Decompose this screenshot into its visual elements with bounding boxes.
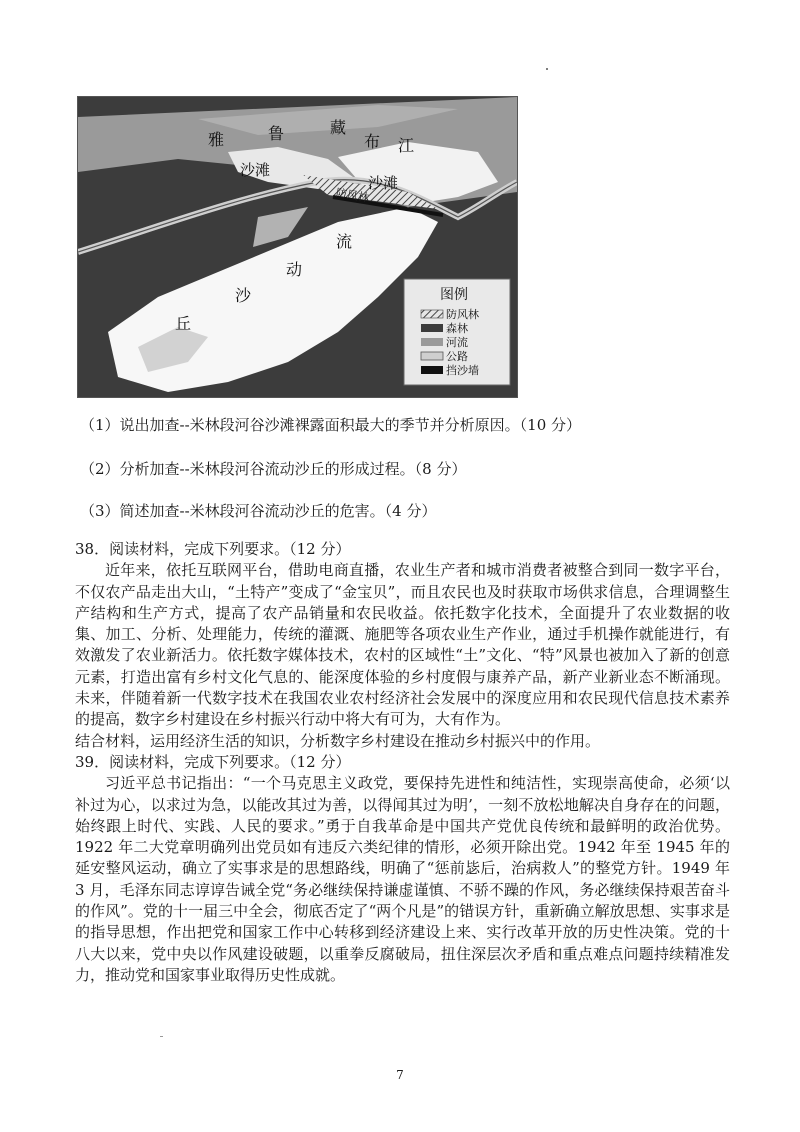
page-number: 7 [396,1068,404,1082]
dune-char-1: 流 [336,232,353,251]
dune-char-4: 丘 [175,314,192,333]
question-3: （3）简述加查--米林段河谷流动沙丘的危害。（4 分） [80,502,437,520]
legend-title: 图例 [440,287,468,303]
q39-heading: 39．阅读材料，完成下列要求。（12 分） [75,752,351,771]
river-char-2: 鲁 [268,124,285,143]
dune-char-2: 动 [286,260,303,279]
legend-item-river: 河流 [446,336,468,349]
question-1: （1）说出加查--米林段河谷沙滩裸露面积最大的季节并分析原因。（10 分） [80,416,582,434]
legend-item-wall: 挡沙墙 [446,364,479,377]
question-2: （2）分析加查--米林段河谷流动沙丘的形成过程。（8 分） [80,460,467,478]
page-speck [546,68,548,70]
main-text [75,539,730,986]
river-char-5: 江 [398,136,415,155]
windbreak-map-label: 防风林 [335,186,370,205]
legend-item-road: 公路 [446,350,468,363]
river-char-3: 藏 [330,118,347,137]
sandbar-left-label: 沙滩 [240,161,271,179]
river-char-1: 雅 [208,130,225,149]
dune-char-3: 沙 [235,286,252,305]
river-char-4: 布 [364,132,381,151]
q38-task: 结合材料，运用经济生活的知识，分析数字乡村建设在推动乡村振兴中的作用。 [75,731,601,750]
q39-paragraph: 习近平总书记指出：“一个马克思主义政党，要保持先进性和纯洁性，实现崇高使命，必须‘以补过为心，以求过为急，以能改其过为善，以得闻其过为明’，一刻不放松地解决自身存在的问题，始终跟上时代、实践、人民的要求。”勇于自我革命是中国共产党优良传统和最鲜明的政治优势。1922 年二大党章明确列出党员如有违反六类纪律的情形，必须开除出党。1942 年至 1945 年的延安整风运动，确立了实事求是的思想路线，明确了“惩前毖后，治病救人”的整党方针。1949 年 3 月，毛泽东同志谆谆告诫全党“务必继续保持谦虚谨慎、不骄不躁的作风，务必继续保持艰苦奋斗的作风”。党的十一届三中全会，彻底否定了“两个凡是”的错误方针，重新确立解放思想、实事求是的指导思想，作出把党和国家工作中心转移到经济建设上来、实行改革开放的历史性决策。党的十八大以来，党中央以作风建设破题，以重拳反腐破局，扭住深层次矛盾和重点难点问题持续精准发力，推动党和国家事业取得历史性成就。 [75,774,730,984]
sandbar-right-label: 沙滩 [368,174,399,192]
page-speck-2 [160,1036,163,1037]
map-figure [77,96,518,398]
legend-item-windbreak: 防风林 [446,308,479,321]
legend-item-forest: 森林 [446,322,468,335]
q38-paragraph: 近年来，依托互联网平台，借助电商直播，农业生产者和城市消费者被整合到同一数字平台，不仅农产品走出大山，“土特产”变成了“金宝贝”，而且农民也及时获取市场供求信息，合理调整生产结构和生产方式，提高了农产品销量和农民收益。依托数字化技术，全面提升了农业数据的收集、加工、分析、处理能力，传统的灌溉、施肥等各项农业生产作业，通过手机操作就能进行，有效激发了农业新活力。依托数字媒体技术，农村的区域性“土”文化、“特”风景也被加入了新的创意元素，打造出富有乡村文化气息的、能深度体验的乡村度假与康养产品，新产业新业态不断涌现。未来，伴随着新一代数字技术在我国农业农村经济社会发展中的深度应用和农民现代信息技术素养的提高，数字乡村建设在乡村振兴行动中将大有可为，大有作为。 [75,561,730,729]
q38-heading: 38．阅读材料，完成下列要求。（12 分） [75,540,351,558]
